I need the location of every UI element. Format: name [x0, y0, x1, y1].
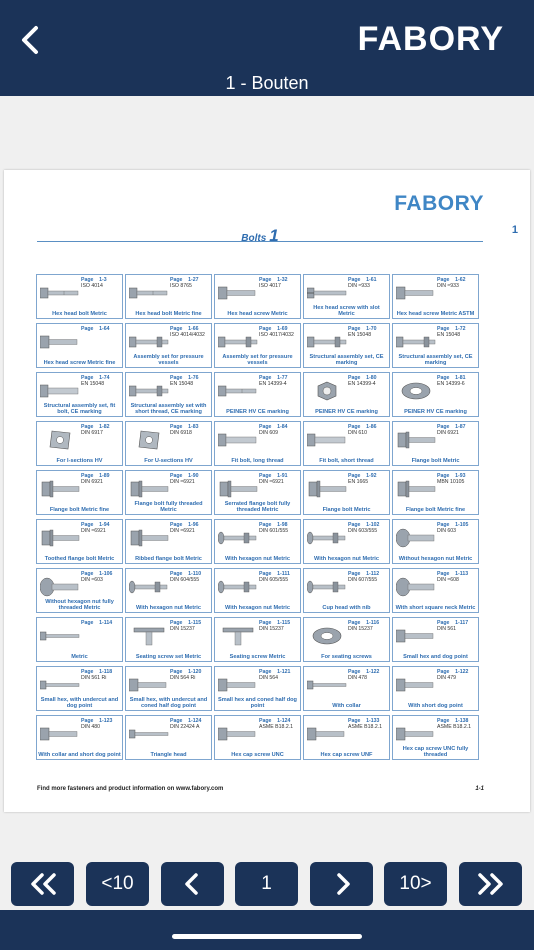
long-bolt-icon	[307, 675, 347, 695]
long-bolt-icon	[40, 626, 80, 646]
product-label: Ribbed flange bolt Metric	[135, 556, 202, 562]
product-page-ref: Page 1-138	[437, 718, 469, 724]
product-tile[interactable]	[36, 470, 123, 515]
chevron-left-icon	[14, 22, 50, 58]
product-standard: EN 15048	[348, 332, 372, 338]
product-label: Hex cap screw UNC	[231, 752, 284, 758]
product-page-ref: Page 1-90	[170, 473, 199, 479]
hex-screw-icon	[396, 724, 436, 744]
product-label: Flange bolt Metric fine	[405, 507, 466, 513]
product-page-ref: Page 1-114	[81, 620, 113, 626]
product-tile[interactable]	[125, 470, 212, 515]
product-tile[interactable]	[303, 568, 390, 613]
product-tile[interactable]	[214, 274, 301, 319]
carriage-bolt-icon	[396, 528, 436, 548]
hex-screw-icon	[218, 675, 258, 695]
product-page-ref: Page 1-82	[81, 424, 110, 430]
hex-screw-slot-icon	[307, 283, 347, 303]
product-page-ref: Page 1-27	[170, 277, 199, 283]
bolt-with-nut-icon	[218, 577, 258, 597]
product-standard: DIN 607/555	[348, 577, 378, 583]
product-tile[interactable]	[392, 519, 479, 564]
product-tile[interactable]	[214, 666, 301, 711]
product-standard: DIN 561	[437, 626, 457, 632]
product-label: With hexagon nut Metric	[136, 605, 201, 611]
product-page-ref: Page 1-74	[81, 375, 110, 381]
carriage-bolt-icon	[396, 577, 436, 597]
product-page-ref: Page 1-86	[348, 424, 377, 430]
product-label: PEINER HV CE marking	[404, 409, 467, 415]
product-page-ref: Page 1-116	[348, 620, 380, 626]
product-page-ref: Page 1-91	[259, 473, 288, 479]
product-label: Flange bolt fully threaded Metric	[134, 501, 203, 513]
washer-icon	[307, 626, 347, 646]
product-label: Hex head screw Metric ASTM	[396, 311, 475, 317]
product-tile[interactable]	[125, 666, 212, 711]
product-tile[interactable]	[303, 666, 390, 711]
product-tile[interactable]	[36, 666, 123, 711]
product-page-ref: Page 1-72	[437, 326, 466, 332]
product-tile[interactable]	[303, 470, 390, 515]
product-label: Assembly set for pressure vessels	[133, 354, 204, 366]
document-page-number: 1-1	[475, 786, 484, 792]
long-bolt-icon	[129, 724, 169, 744]
product-standard: DIN ≈933	[437, 283, 459, 289]
product-page-ref: Page 1-81	[437, 375, 466, 381]
hex-screw-icon	[40, 332, 80, 352]
product-page-ref: Page 1-87	[437, 424, 466, 430]
product-standard: DIN 15237	[170, 626, 195, 632]
fit-bolt-icon	[307, 430, 347, 450]
product-page-ref: Page 1-92	[348, 473, 377, 479]
product-grid	[36, 274, 482, 760]
product-page-ref: Page 1-117	[437, 620, 469, 626]
product-label: Hex cap screw UNC fully threaded	[402, 746, 469, 758]
product-tile[interactable]	[125, 323, 212, 368]
product-label: Structural assembly set, CE marking	[398, 354, 473, 366]
page-title: 1 - Bouten	[225, 73, 309, 93]
product-label: Fit bolt, long thread	[231, 458, 284, 464]
product-page-ref: Page 1-123	[81, 718, 113, 724]
product-tile[interactable]	[392, 470, 479, 515]
product-tile[interactable]	[303, 519, 390, 564]
first-page-button[interactable]	[11, 862, 74, 906]
home-indicator[interactable]	[172, 934, 362, 939]
product-label: With collar and short dog point	[38, 752, 121, 758]
section-page-index: 1	[511, 224, 518, 236]
product-standard: DIN 478	[348, 675, 368, 681]
product-tile[interactable]	[392, 372, 479, 417]
seating-screw-icon	[129, 626, 169, 646]
product-label: Structural assembly set with short thread, CE marking	[130, 403, 207, 415]
product-page-ref: Page 1-64	[81, 326, 110, 332]
product-label: For seating screws	[321, 654, 372, 660]
product-tile[interactable]	[36, 372, 123, 417]
product-tile[interactable]	[392, 568, 479, 613]
product-tile[interactable]	[303, 372, 390, 417]
product-label: With short dog point	[408, 703, 463, 709]
product-standard: ASME B18.2.1	[348, 724, 383, 730]
carriage-bolt-icon	[40, 577, 80, 597]
product-label: Assembly set for pressure vessels	[222, 354, 293, 366]
product-label: Without hexagon nut fully threaded Metric	[45, 599, 114, 611]
product-standard: ISO 4017/4032	[259, 332, 294, 338]
product-standard: EN 15048	[437, 332, 461, 338]
product-tile[interactable]	[125, 617, 212, 662]
bolt-with-nut-icon	[307, 528, 347, 548]
product-tile[interactable]	[392, 421, 479, 466]
product-tile[interactable]	[303, 715, 390, 760]
product-label: Flange bolt Metric	[322, 507, 371, 513]
product-page-ref: Page 1-122	[348, 669, 380, 675]
assembly-set-icon	[396, 332, 436, 352]
product-standard: ISO 4014/4032	[170, 332, 205, 338]
next-page-button[interactable]	[310, 862, 373, 906]
product-tile[interactable]	[125, 568, 212, 613]
hex-screw-icon	[396, 626, 436, 646]
product-tile[interactable]	[36, 274, 123, 319]
product-tile[interactable]	[36, 715, 123, 760]
product-label: Small hex and dog point	[403, 654, 468, 660]
fit-bolt-icon	[218, 430, 258, 450]
flange-bolt-icon	[129, 528, 169, 548]
product-page-ref: Page 1-133	[348, 718, 380, 724]
flange-bolt-icon	[129, 479, 169, 499]
product-label: With collar	[332, 703, 361, 709]
product-standard: DIN ≈6921	[81, 528, 106, 534]
product-tile[interactable]	[36, 421, 123, 466]
section-header	[37, 226, 483, 245]
chevron-right-icon	[330, 872, 354, 896]
product-standard: DIN ≈6921	[259, 479, 284, 485]
product-label: Hex head screw Metric	[227, 311, 288, 317]
product-standard: DIN 480	[81, 724, 101, 730]
product-standard: DIN ≈608	[437, 577, 459, 583]
product-standard: DIN 604/555	[170, 577, 200, 583]
chevron-left-icon	[181, 872, 205, 896]
hex-nut-icon	[307, 381, 347, 401]
product-standard: DIN 561 Ri	[81, 675, 107, 681]
product-page-ref: Page 1-118	[81, 669, 113, 675]
product-label: Flange bolt Metric fine	[49, 507, 110, 513]
product-label: Serrated flange bolt fully threaded Metric	[224, 501, 291, 513]
flange-bolt-icon	[307, 479, 347, 499]
hex-bolt-icon	[40, 283, 80, 303]
product-standard: DIN ≈6921	[170, 479, 195, 485]
product-page-ref: Page 1-76	[170, 375, 199, 381]
forward-10-pages-button[interactable]: 10>	[384, 862, 447, 906]
product-standard: DIN 603	[437, 528, 457, 534]
product-standard: DIN 601/555	[259, 528, 289, 534]
assembly-set-icon	[218, 332, 258, 352]
product-tile[interactable]	[392, 715, 479, 760]
product-label: Small hex, with undercut and coned half dog point	[129, 697, 208, 709]
product-page-ref: Page 1-69	[259, 326, 288, 332]
product-page-ref: Page 1-80	[348, 375, 377, 381]
product-label: Fit bolt, short thread	[319, 458, 374, 464]
product-label: Hex head bolt Metric	[52, 311, 107, 317]
seating-screw-icon	[218, 626, 258, 646]
product-standard: EN 15048	[170, 381, 194, 387]
product-standard: DIN ≈933	[348, 283, 370, 289]
product-standard: ASME B18.2.1	[437, 724, 472, 730]
product-page-ref: Page 1-110	[170, 571, 202, 577]
product-page-ref: Page 1-124	[170, 718, 202, 724]
catalog-page	[4, 170, 530, 812]
square-washer-icon	[129, 430, 169, 450]
flange-bolt-icon	[396, 479, 436, 499]
product-tile[interactable]	[125, 274, 212, 319]
product-standard: DIN 603/555	[348, 528, 378, 534]
product-page-ref: Page 1-32	[259, 277, 288, 283]
product-page-ref: Page 1-93	[437, 473, 466, 479]
product-label: Metric	[71, 654, 88, 660]
product-standard: ISO 4017	[259, 283, 281, 289]
product-tile[interactable]	[303, 323, 390, 368]
product-tile[interactable]	[36, 617, 123, 662]
product-standard: DIN 6921	[437, 430, 459, 436]
hex-bolt-icon	[218, 381, 258, 401]
product-label: Hex cap screw UNF	[320, 752, 373, 758]
product-page-ref: Page 1-89	[81, 473, 110, 479]
product-standard: EN 14399-4	[348, 381, 376, 387]
hex-screw-icon	[396, 675, 436, 695]
product-label: Structural assembly set, fit bolt, CE marking	[43, 403, 116, 415]
flange-bolt-icon	[40, 479, 80, 499]
product-standard: EN 1665	[348, 479, 369, 485]
product-page-ref: Page 1-94	[81, 522, 110, 528]
product-page-ref: Page 1-98	[259, 522, 288, 528]
product-standard: MBN 10105	[437, 479, 465, 485]
document-footer: Find more fasteners and product information on www.fabory.com	[37, 786, 224, 792]
product-tile[interactable]	[214, 470, 301, 515]
product-label: Seating screw set Metric	[135, 654, 202, 660]
product-tile[interactable]	[392, 274, 479, 319]
product-tile[interactable]	[125, 715, 212, 760]
product-standard: EN 15048	[81, 381, 105, 387]
product-page-ref: Page 1-105	[437, 522, 469, 528]
product-label: Flange bolt Metric	[411, 458, 460, 464]
product-label: Cup head with nib	[322, 605, 371, 611]
product-label: PEINER HV CE marking	[226, 409, 289, 415]
product-tile[interactable]	[214, 323, 301, 368]
section-number: 1	[269, 226, 279, 245]
current-page-indicator[interactable]: 1	[235, 862, 298, 906]
product-label: Hex head screw Metric fine	[43, 360, 116, 366]
page-navigation	[0, 862, 534, 908]
product-page-ref: Page 1-113	[437, 571, 469, 577]
flange-bolt-icon	[396, 430, 436, 450]
product-label: Small hex and coned half dog point	[218, 697, 297, 709]
product-page-ref: Page 1-115	[170, 620, 202, 626]
square-washer-icon	[40, 430, 80, 450]
product-tile[interactable]	[125, 372, 212, 417]
product-standard: DIN 15237	[259, 626, 284, 632]
washer-icon	[396, 381, 436, 401]
hex-screw-icon	[218, 724, 258, 744]
product-page-ref: Page 1-121	[259, 669, 291, 675]
product-tile[interactable]	[125, 519, 212, 564]
back-10-pages-button[interactable]: <10	[86, 862, 149, 906]
product-tile[interactable]	[392, 666, 479, 711]
product-standard: DIN 479	[437, 675, 457, 681]
product-tile[interactable]	[392, 617, 479, 662]
bolt-with-nut-icon	[129, 577, 169, 597]
product-standard: DIN 6921	[81, 479, 103, 485]
product-page-ref: Page 1-112	[348, 571, 380, 577]
product-standard: DIN 564 Ri	[170, 675, 196, 681]
double-chevron-left-icon	[27, 872, 59, 896]
assembly-set-icon	[307, 332, 347, 352]
product-label: With hexagon nut Metric	[225, 605, 290, 611]
hex-screw-icon	[307, 724, 347, 744]
product-tile[interactable]	[392, 323, 479, 368]
product-standard: DIN 15237	[348, 626, 373, 632]
product-standard: ASME B18.2.1	[259, 724, 294, 730]
product-page-ref: Page 1-120	[170, 669, 202, 675]
hex-screw-icon	[40, 724, 80, 744]
assembly-set-icon	[129, 381, 169, 401]
product-label: Structural assembly set, CE marking	[309, 354, 384, 366]
product-standard: ISO 4014	[81, 283, 103, 289]
product-tile[interactable]	[303, 274, 390, 319]
product-label: For I-sections HV	[56, 458, 103, 464]
product-page-ref: Page 1-115	[259, 620, 291, 626]
product-label: Toothed flange bolt Metric	[44, 556, 115, 562]
bolt-with-nut-icon	[218, 528, 258, 548]
product-standard: DIN 564	[259, 675, 279, 681]
product-page-ref: Page 1-84	[259, 424, 288, 430]
hex-screw-icon	[396, 283, 436, 303]
product-standard: EN 14399-6	[437, 381, 465, 387]
bolt-with-nut-icon	[307, 577, 347, 597]
product-page-ref: Page 1-70	[348, 326, 377, 332]
product-standard: DIN 605/555	[259, 577, 289, 583]
section-title: Bolts	[241, 233, 267, 244]
hex-screw-icon	[129, 675, 169, 695]
product-label: Hex head screw with slot Metric	[313, 305, 380, 317]
flange-bolt-icon	[40, 528, 80, 548]
product-tile[interactable]	[36, 568, 123, 613]
product-standard: DIN 22424 A	[170, 724, 200, 730]
product-label: Hex head bolt Metric fine	[135, 311, 202, 317]
product-page-ref: Page 1-124	[259, 718, 291, 724]
product-standard: DIN 610	[348, 430, 368, 436]
product-label: With hexagon nut Metric	[225, 556, 290, 562]
product-standard: DIN ≈603	[81, 577, 103, 583]
product-page-ref: Page 1-77	[259, 375, 288, 381]
product-label: PEINER HV CE marking	[315, 409, 378, 415]
product-tile[interactable]	[303, 617, 390, 662]
product-tile[interactable]	[36, 519, 123, 564]
product-label: For U-sections HV	[144, 458, 193, 464]
product-tile[interactable]	[214, 715, 301, 760]
product-page-ref: Page 1-122	[437, 669, 469, 675]
hex-screw-icon	[218, 283, 258, 303]
document-brand-logo: FABORY	[394, 192, 484, 215]
product-label: With short square neck Metric	[395, 605, 476, 611]
product-page-ref: Page 1-61	[348, 277, 377, 283]
product-tile[interactable]	[303, 421, 390, 466]
product-page-ref: Page 1-83	[170, 424, 199, 430]
product-page-ref: Page 1-102	[348, 522, 380, 528]
product-tile[interactable]	[36, 323, 123, 368]
product-label: With hexagon nut Metric	[314, 556, 379, 562]
hex-bolt-icon	[129, 283, 169, 303]
product-standard: DIN 609	[259, 430, 279, 436]
long-bolt-icon	[40, 675, 80, 695]
double-chevron-right-icon	[475, 872, 507, 896]
product-tile[interactable]	[214, 372, 301, 417]
product-tile[interactable]	[125, 421, 212, 466]
product-standard: DIN 6917	[81, 430, 103, 436]
fit-bolt-icon	[40, 381, 80, 401]
product-tile[interactable]	[214, 421, 301, 466]
bottom-bar	[0, 910, 534, 950]
product-tile[interactable]	[214, 568, 301, 613]
product-page-ref: Page 1-62	[437, 277, 466, 283]
product-page-ref: Page 1-106	[81, 571, 113, 577]
product-standard: ISO 8765	[170, 283, 192, 289]
product-label: Seating screw Metric	[229, 654, 286, 660]
previous-page-button[interactable]	[161, 862, 224, 906]
product-label: Small hex, with undercut and dog point	[40, 697, 119, 709]
product-tile[interactable]	[214, 519, 301, 564]
product-standard: EN 14399-4	[259, 381, 287, 387]
flange-bolt-icon	[218, 479, 258, 499]
product-tile[interactable]	[214, 617, 301, 662]
back-button[interactable]	[14, 22, 50, 58]
product-page-ref: Page 1-96	[170, 522, 199, 528]
product-standard: DIN 6918	[170, 430, 192, 436]
last-page-button[interactable]	[459, 862, 522, 906]
app-header	[0, 0, 534, 96]
product-page-ref: Page 1-111	[259, 571, 290, 577]
product-label: Without hexagon nut Metric	[398, 556, 473, 562]
assembly-set-icon	[129, 332, 169, 352]
product-page-ref: Page 1-66	[170, 326, 199, 332]
product-label: Triangle head	[150, 752, 187, 758]
app-brand-logo: FABORY	[357, 20, 504, 58]
product-page-ref: Page 1-3	[81, 277, 107, 283]
product-standard: DIN ≈6921	[170, 528, 195, 534]
